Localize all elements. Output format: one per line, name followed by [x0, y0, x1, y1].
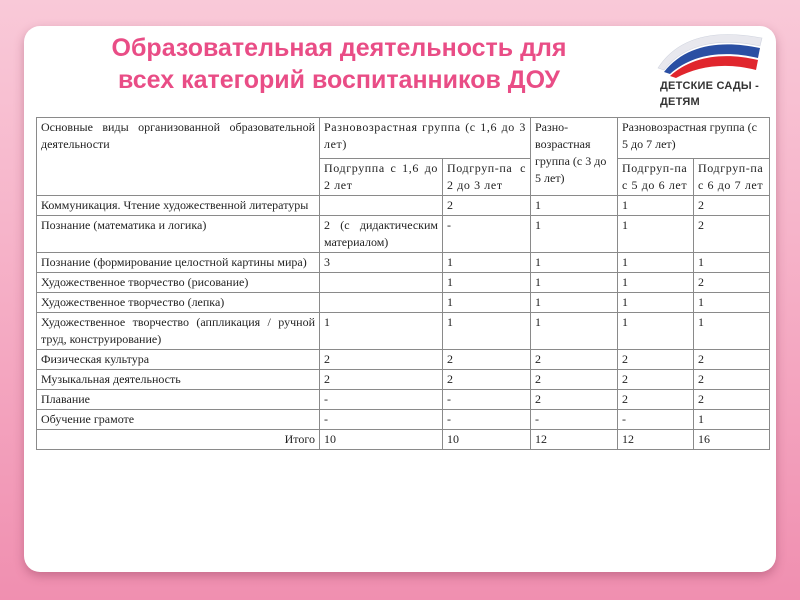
activity-table: [36, 117, 770, 450]
slide-card: [24, 26, 776, 572]
activity-name-cell: Плавание: [37, 390, 320, 410]
slide-title-line-1: Образовательная деятельность для: [111, 34, 567, 62]
slide-title-line-2: всех категорий воспитанников ДОУ: [118, 66, 560, 94]
logo-text-line-2: ДЕТЯМ: [660, 96, 700, 108]
hours-cell: [320, 273, 443, 293]
header-sub-2: Подгруп-па с 2 до 3 лет: [443, 159, 531, 196]
header-group-3: Разновозрастная группа (с 5 до 7 лет): [618, 118, 770, 159]
table-row: [37, 350, 770, 370]
hours-cell: 2: [618, 370, 694, 390]
table-total-row: [37, 430, 770, 450]
hours-cell: 2: [694, 216, 770, 253]
activity-name-cell: Музыкальная деятельность: [37, 370, 320, 390]
hours-cell: 1: [531, 196, 618, 216]
hours-cell: 2: [618, 390, 694, 410]
table-row: [37, 390, 770, 410]
activity-name-cell: Познание (формирование целостной картины мира): [37, 253, 320, 273]
hours-cell: 1: [443, 313, 531, 350]
hours-cell: 2: [443, 370, 531, 390]
hours-cell: 2: [694, 196, 770, 216]
hours-cell: 1: [443, 253, 531, 273]
hours-cell: 1: [618, 273, 694, 293]
hours-cell: 2: [443, 350, 531, 370]
header-group-2: Разно-возрастная группа (с 3 до 5 лет): [531, 118, 618, 196]
hours-cell: 1: [694, 293, 770, 313]
hours-cell: 2: [531, 350, 618, 370]
hours-cell: 1: [531, 273, 618, 293]
hours-cell: 3: [320, 253, 443, 273]
total-cell: 10: [320, 430, 443, 450]
table-row: [37, 293, 770, 313]
total-cell: 12: [531, 430, 618, 450]
total-cell: 10: [443, 430, 531, 450]
hours-cell: 1: [694, 253, 770, 273]
hours-cell: 2: [618, 350, 694, 370]
logo-text: [660, 78, 770, 110]
hours-cell: 1: [531, 216, 618, 253]
activity-name-cell: Художественное творчество (лепка): [37, 293, 320, 313]
table-header-row: [37, 118, 770, 159]
logo-text-line-1: ДЕТСКИЕ САДЫ -: [660, 80, 759, 92]
header-sub-3: Подгруп-па с 5 до 6 лет: [618, 159, 694, 196]
table-row: [37, 410, 770, 430]
table-row: [37, 273, 770, 293]
hours-cell: 1: [618, 216, 694, 253]
hours-cell: 2: [694, 390, 770, 410]
slide-title: [24, 32, 654, 96]
hours-cell: -: [443, 410, 531, 430]
activity-name-cell: Познание (математика и логика): [37, 216, 320, 253]
hours-cell: 1: [694, 313, 770, 350]
activity-name-cell: Обучение грамоте: [37, 410, 320, 430]
hours-cell: 1: [618, 293, 694, 313]
hours-cell: -: [320, 410, 443, 430]
header-sub-4: Подгруп-па с 6 до 7 лет: [694, 159, 770, 196]
total-cell: 12: [618, 430, 694, 450]
table-row: [37, 253, 770, 273]
hours-cell: 1: [531, 253, 618, 273]
hours-cell: 2: [694, 273, 770, 293]
activity-name-cell: Коммуникация. Чтение художественной литературы: [37, 196, 320, 216]
hours-cell: 1: [443, 273, 531, 293]
table-row: [37, 313, 770, 350]
hours-cell: 2: [694, 350, 770, 370]
hours-cell: 1: [531, 313, 618, 350]
header-activity: Основные виды организованной образовательной деятельности: [37, 118, 320, 196]
total-cell: 16: [694, 430, 770, 450]
hours-cell: [320, 196, 443, 216]
hours-cell: 1: [618, 313, 694, 350]
hours-cell: 2: [694, 370, 770, 390]
header-sub-1: Подгруппа с 1,6 до 2 лет: [320, 159, 443, 196]
hours-cell: 2: [320, 370, 443, 390]
hours-cell: [320, 293, 443, 313]
logo: [650, 28, 770, 116]
hours-cell: 2 (с дидактическим материалом): [320, 216, 443, 253]
hours-cell: 2: [443, 196, 531, 216]
activity-name-cell: Художественное творчество (рисование): [37, 273, 320, 293]
hours-cell: 1: [320, 313, 443, 350]
hours-cell: -: [618, 410, 694, 430]
total-label: Итого: [37, 430, 320, 450]
hours-cell: -: [531, 410, 618, 430]
flag-swoosh-icon: [650, 28, 770, 80]
hours-cell: -: [443, 216, 531, 253]
table-body: [37, 196, 770, 430]
activity-name-cell: Художественное творчество (аппликация / ручной труд, конструирование): [37, 313, 320, 350]
hours-cell: 1: [443, 293, 531, 313]
header-group-1: Разновозрастная группа (с 1,6 до 3 лет): [320, 118, 531, 159]
table-row: [37, 196, 770, 216]
hours-cell: -: [320, 390, 443, 410]
hours-cell: 2: [531, 370, 618, 390]
hours-cell: -: [443, 390, 531, 410]
hours-cell: 1: [618, 196, 694, 216]
hours-cell: 2: [531, 390, 618, 410]
hours-cell: 1: [531, 293, 618, 313]
hours-cell: 1: [618, 253, 694, 273]
hours-cell: 2: [320, 350, 443, 370]
table-row: [37, 370, 770, 390]
activity-name-cell: Физическая культура: [37, 350, 320, 370]
hours-cell: 1: [694, 410, 770, 430]
table-row: [37, 216, 770, 253]
